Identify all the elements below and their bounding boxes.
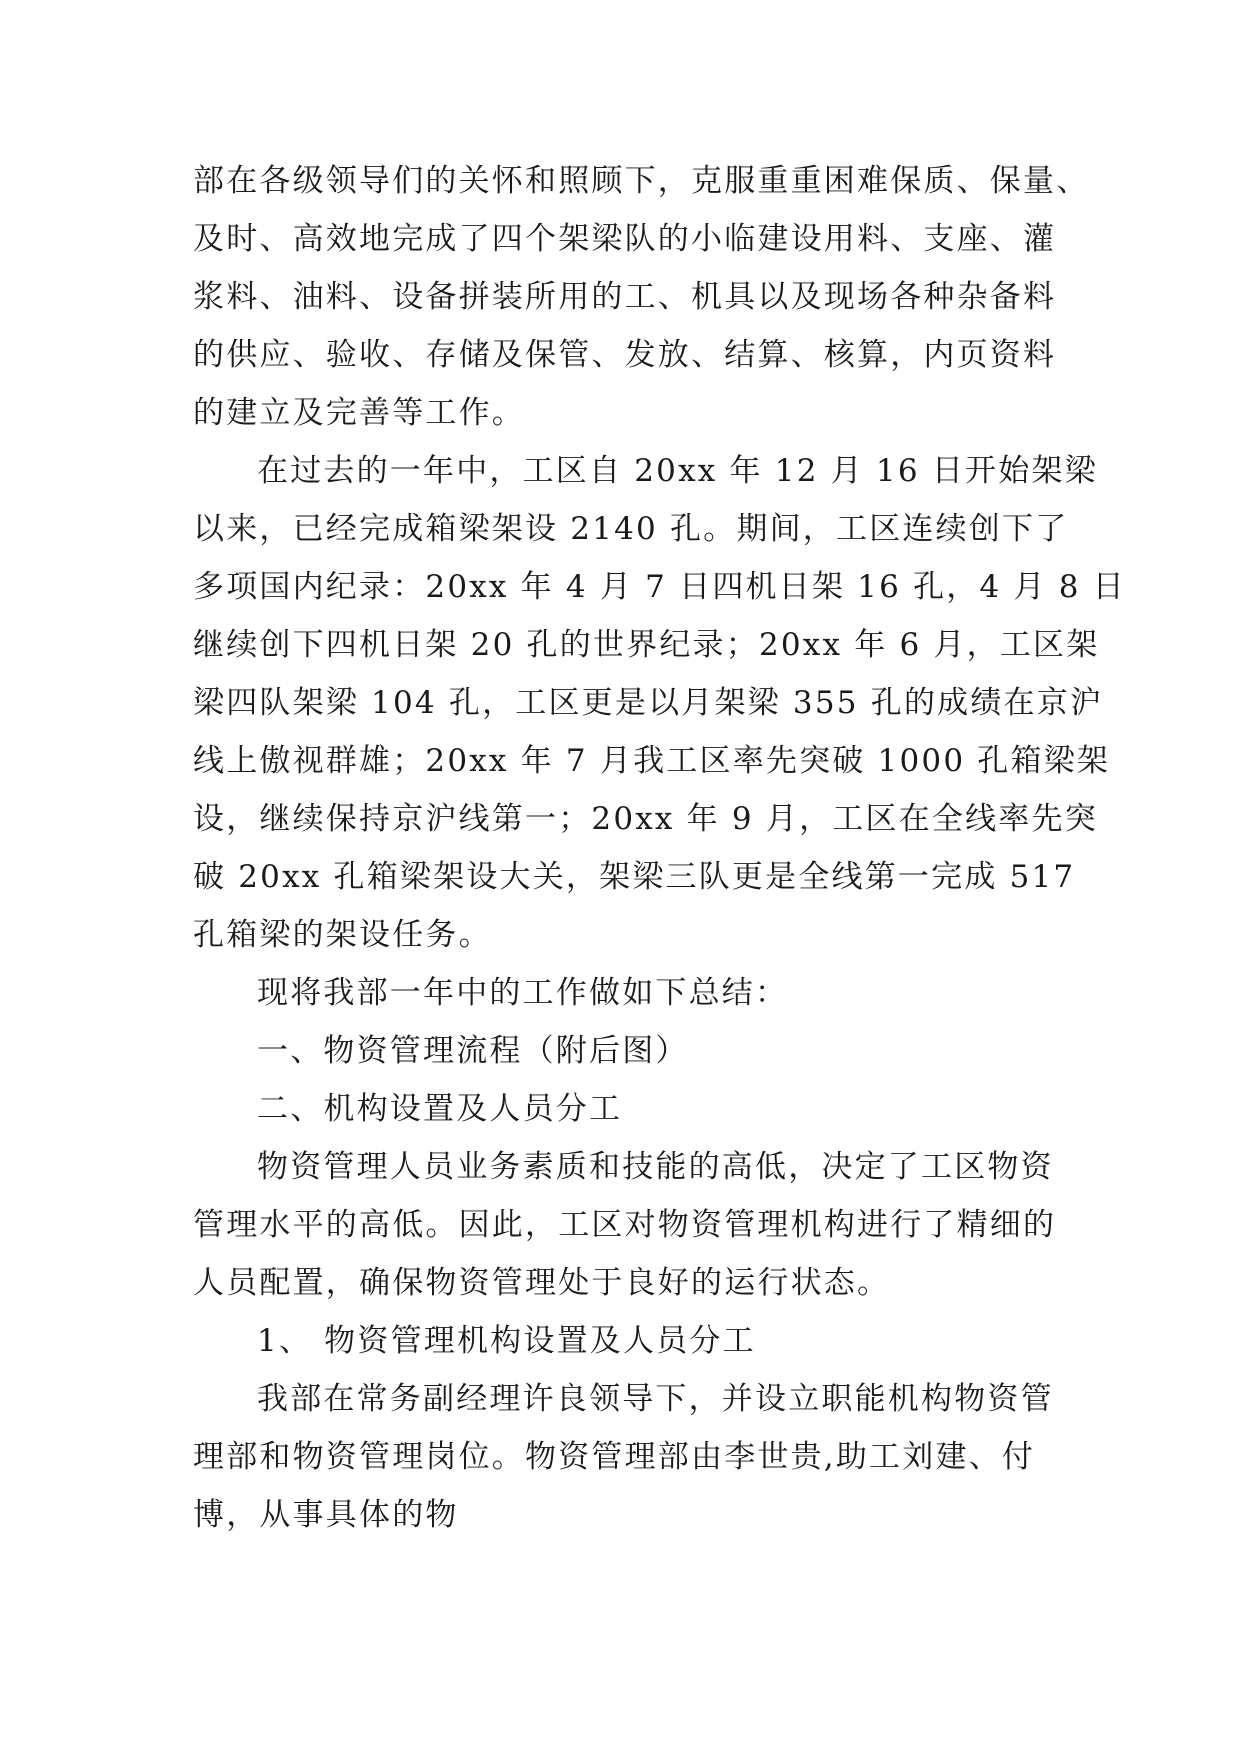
body-text <box>193 152 1126 1544</box>
text-line: 的建立及完善等工作。 <box>193 395 525 431</box>
text-line: 梁四队架梁 104 孔，工区更是以月架梁 355 孔的成绩在京沪 <box>193 685 1104 721</box>
subsection-heading: 1、 物资管理机构设置及人员分工 <box>257 1323 756 1359</box>
text-line: 人员配置，确保物资管理处于良好的运行状态。 <box>193 1265 891 1301</box>
text-line: 博，从事具体的物 <box>193 1497 459 1533</box>
paragraph-start-line: 现将我部一年中的工作做如下总结： <box>257 975 789 1011</box>
text-line: 的供应、验收、存储及保管、发放、结算、核算，内页资料 <box>193 337 1057 373</box>
section-heading: 一、物资管理流程（附后图） <box>257 1033 689 1069</box>
text-line: 及时、高效地完成了四个架梁队的小临建设用料、支座、灌 <box>193 221 1057 257</box>
paragraph-start-line: 在过去的一年中，工区自 20xx 年 12 月 16 日开始架梁 <box>257 453 1098 489</box>
paragraph-start-line: 我部在常务副经理许良领导下，并设立职能机构物资管 <box>257 1381 1054 1417</box>
text-line: 破 20xx 孔箱梁架设大关，架梁三队更是全线第一完成 517 <box>193 859 1076 895</box>
text-line: 线上傲视群雄；20xx 年 7 月我工区率先突破 1000 孔箱梁架 <box>193 743 1111 779</box>
text-line: 管理水平的高低。因此，工区对物资管理机构进行了精细的 <box>193 1207 1057 1243</box>
text-line: 以来，已经完成箱梁架设 2140 孔。期间，工区连续创下了 <box>193 511 1069 547</box>
paragraph-start-line: 物资管理人员业务素质和技能的高低，决定了工区物资 <box>257 1149 1054 1185</box>
text-line: 设，继续保持京沪线第一；20xx 年 9 月，工区在全线率先突 <box>193 801 1098 837</box>
text-line: 继续创下四机日架 20 孔的世界纪录；20xx 年 6 月，工区架 <box>193 627 1100 663</box>
text-line: 孔箱梁的架设任务。 <box>193 917 492 953</box>
text-line: 浆料、油料、设备拼装所用的工、机具以及现场各种杂备料 <box>193 279 1057 315</box>
section-heading: 二、机构设置及人员分工 <box>257 1091 623 1127</box>
text-line: 多项国内纪录：20xx 年 4 月 7 日四机日架 16 孔，4 月 8 日 <box>193 569 1126 605</box>
text-line: 理部和物资管理岗位。物资管理部由李世贵,助工刘建、付 <box>193 1439 1036 1475</box>
text-line: 部在各级领导们的关怀和照顾下，克服重重困难保质、保量、 <box>193 163 1090 199</box>
